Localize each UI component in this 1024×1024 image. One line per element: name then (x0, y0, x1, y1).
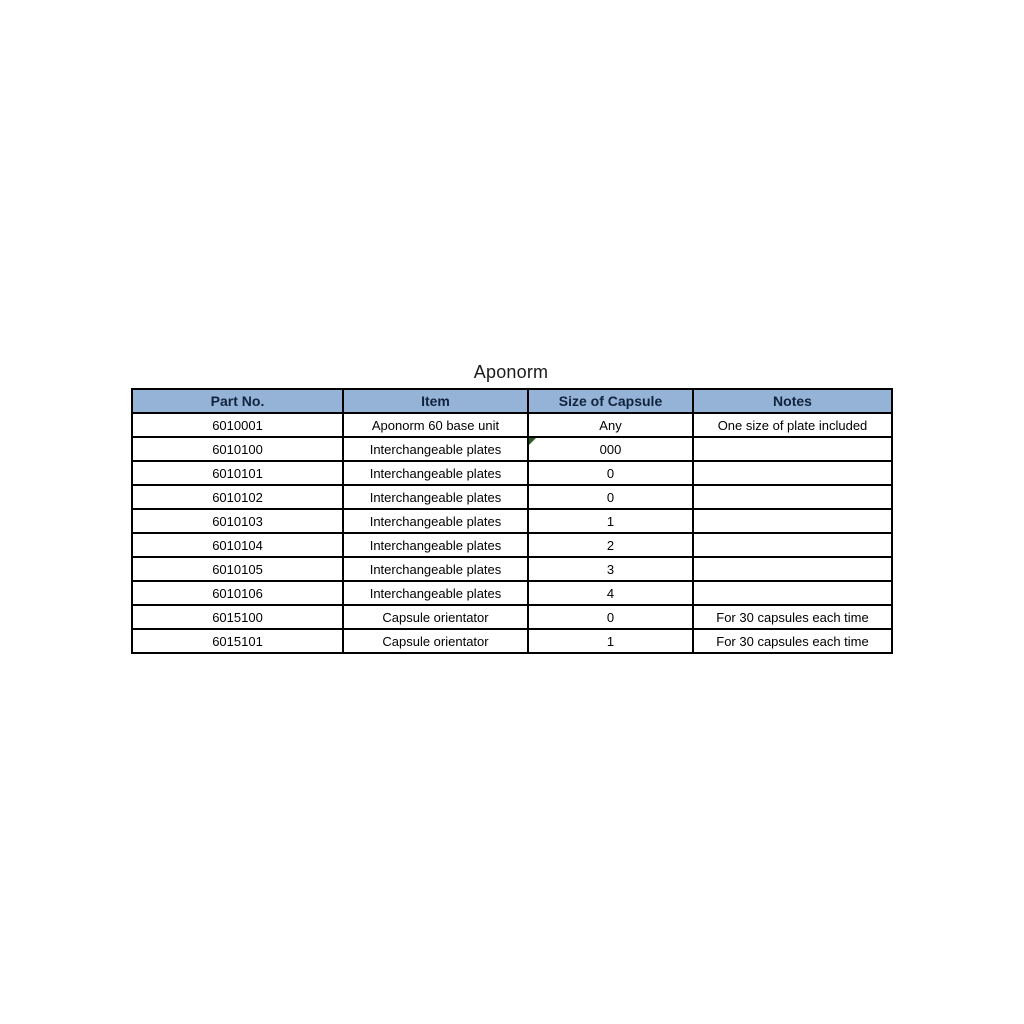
size-of-capsule-cell: 3 (528, 557, 693, 581)
item-cell: Interchangeable plates (343, 461, 528, 485)
item-cell: Capsule orientator (343, 605, 528, 629)
table-row (132, 629, 892, 653)
notes-cell (693, 509, 892, 533)
table-row (132, 533, 892, 557)
notes-cell (693, 557, 892, 581)
part-no-cell: 6010106 (132, 581, 343, 605)
item-cell: Interchangeable plates (343, 581, 528, 605)
table-body (132, 413, 892, 653)
part-no-cell: 6010104 (132, 533, 343, 557)
table-row (132, 581, 892, 605)
column-header-size: Size of Capsule (528, 389, 693, 413)
notes-cell (693, 461, 892, 485)
size-of-capsule-cell: 0 (528, 605, 693, 629)
item-cell: Aponorm 60 base unit (343, 413, 528, 437)
header-row (132, 389, 892, 413)
size-of-capsule-cell: 0 (528, 485, 693, 509)
item-cell: Interchangeable plates (343, 437, 528, 461)
table-row (132, 557, 892, 581)
notes-cell (693, 485, 892, 509)
item-cell: Interchangeable plates (343, 485, 528, 509)
part-no-cell: 6010100 (132, 437, 343, 461)
column-header-part-no: Part No. (132, 389, 343, 413)
part-no-cell: 6010001 (132, 413, 343, 437)
part-no-cell: 6010101 (132, 461, 343, 485)
parts-table (131, 388, 893, 654)
notes-cell (693, 581, 892, 605)
part-no-cell: 6010103 (132, 509, 343, 533)
notes-cell: For 30 capsules each time (693, 629, 892, 653)
size-of-capsule-cell: 2 (528, 533, 693, 557)
item-cell: Interchangeable plates (343, 509, 528, 533)
part-no-cell: 6015101 (132, 629, 343, 653)
table-row (132, 485, 892, 509)
table-row (132, 509, 892, 533)
error-indicator-triangle (529, 438, 536, 445)
notes-cell: For 30 capsules each time (693, 605, 892, 629)
part-no-cell: 6010102 (132, 485, 343, 509)
notes-cell (693, 533, 892, 557)
size-of-capsule-cell: 4 (528, 581, 693, 605)
size-of-capsule-cell: 1 (528, 629, 693, 653)
notes-cell (693, 437, 892, 461)
table-row (132, 605, 892, 629)
table-row (132, 413, 892, 437)
notes-cell: One size of plate included (693, 413, 892, 437)
table-header (132, 389, 892, 413)
size-of-capsule-cell: Any (528, 413, 693, 437)
item-cell: Capsule orientator (343, 629, 528, 653)
part-no-cell: 6015100 (132, 605, 343, 629)
size-of-capsule-cell: 000 (528, 437, 693, 461)
table-title: Aponorm (473, 362, 549, 382)
part-no-cell: 6010105 (132, 557, 343, 581)
column-header-notes: Notes (693, 389, 892, 413)
table-row (132, 461, 892, 485)
table-row (132, 437, 892, 461)
size-of-capsule-cell: 1 (528, 509, 693, 533)
item-cell: Interchangeable plates (343, 557, 528, 581)
column-header-item: Item (343, 389, 528, 413)
size-of-capsule-cell: 0 (528, 461, 693, 485)
item-cell: Interchangeable plates (343, 533, 528, 557)
